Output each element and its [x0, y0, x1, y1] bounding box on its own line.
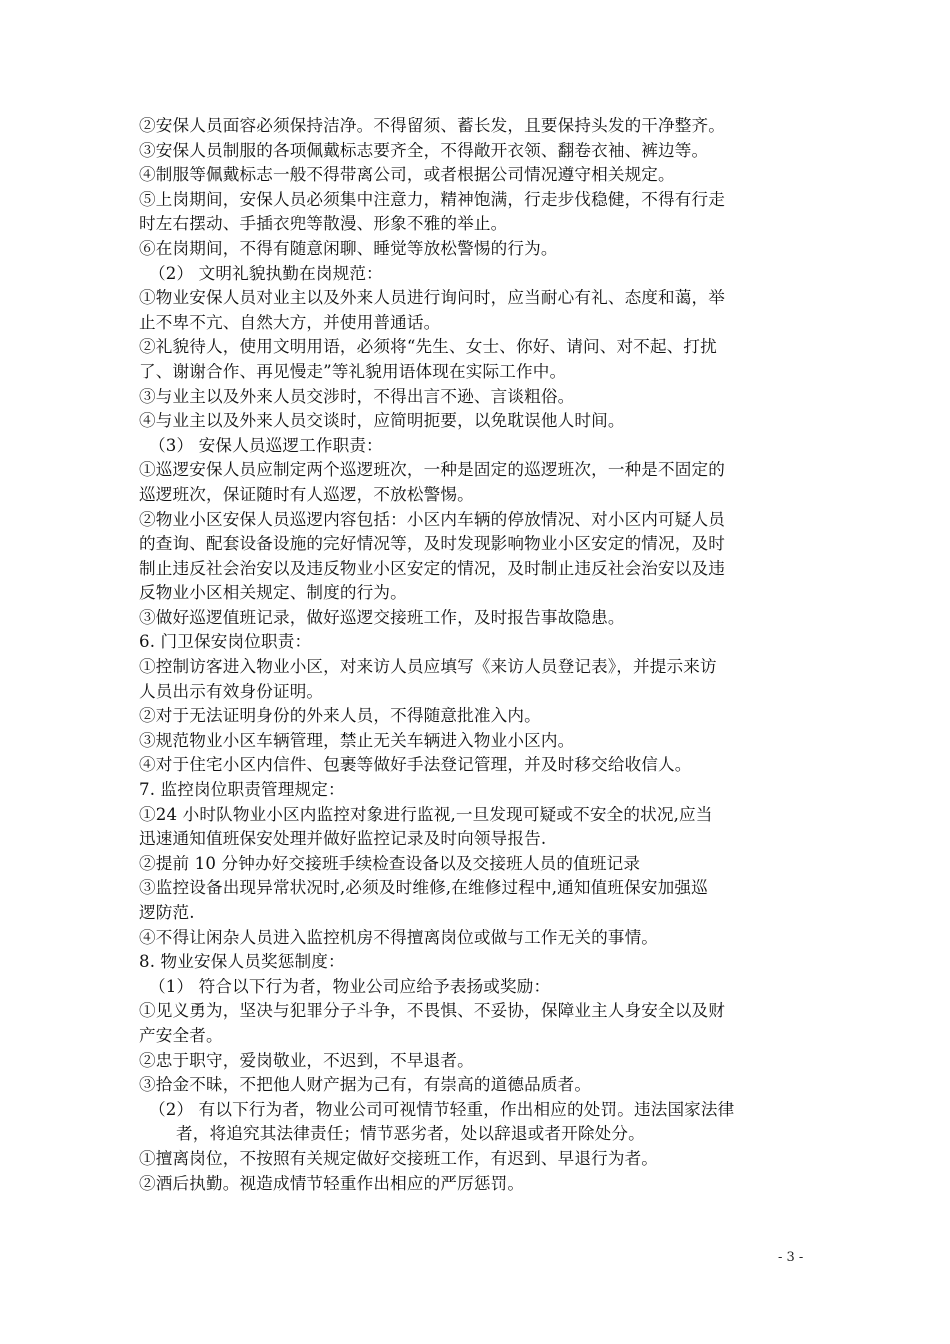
text-line: ②忠于职守，爱岗敬业，不迟到，不早退者。 — [139, 1050, 474, 1070]
text-line: 者，将追究其法律责任；情节恶劣者，处以辞退或者开除处分。 — [176, 1124, 645, 1144]
text-line: （1） 符合以下行为者，物业公司应给予表扬或奖励： — [149, 976, 551, 996]
text-line: （2） 有以下行为者，物业公司可视情节轻重，作出相应的处罚。违法国家法律 — [149, 1099, 735, 1119]
document-body — [139, 114, 815, 1196]
text-line: 的查询、配套设备设施的完好情况等，及时发现影响物业小区安定的情况，及时 — [139, 534, 726, 554]
text-line: ③做好巡逻值班记录，做好巡逻交接班工作，及时报告事故隐患。 — [139, 607, 625, 627]
text-line: ②提前 10 分钟办好交接班手续检查设备以及交接班人员的值班记录 — [139, 853, 641, 873]
text-line: 6. 门卫保安岗位职责： — [139, 632, 312, 652]
text-line: 时左右摆动、手插衣兜等散漫、形象不雅的举止。 — [139, 214, 508, 234]
text-line: ③监控设备出现异常状况时,必须及时维修,在维修过程中,通知值班保安加强巡 — [139, 878, 708, 898]
text-line: ③安保人员制服的各项佩戴标志要齐全，不得敞开衣领、翻卷衣袖、裤边等。 — [139, 140, 709, 160]
text-line: 迅速通知值班保安处理并做好监控记录及时向领导报告. — [139, 829, 547, 849]
text-line: 止不卑不亢、自然大方，并使用普通话。 — [139, 312, 441, 332]
text-line: 逻防范. — [139, 903, 195, 922]
text-line: ③与业主以及外来人员交涉时，不得出言不逊、言谈粗俗。 — [139, 386, 575, 406]
text-line: 7. 监控岗位职责管理规定： — [139, 780, 345, 800]
text-line: ①物业安保人员对业主以及外来人员进行询问时，应当耐心有礼、态度和蔼，举 — [139, 288, 726, 308]
text-line: ④与业主以及外来人员交谈时，应简明扼要，以免耽误他人时间。 — [139, 411, 625, 431]
text-line: ③拾金不昧，不把他人财产据为己有，有崇高的道德品质者。 — [139, 1075, 592, 1095]
text-line: （3） 安保人员巡逻工作职责： — [149, 435, 383, 455]
text-line: 巡逻班次，保证随时有人巡逻，不放松警惕。 — [139, 484, 474, 504]
text-line: ①擅离岗位，不按照有关规定做好交接班工作，有迟到、早退行为者。 — [139, 1148, 659, 1168]
text-line: ①控制访客进入物业小区，对来访人员应填写《来访人员登记表》，并提示来访 — [139, 657, 717, 677]
page-number: - 3 - — [778, 1250, 804, 1265]
text-line: ②酒后执勤。视造成情节轻重作出相应的严厉惩罚。 — [139, 1173, 525, 1193]
text-line: 反物业小区相关规定、制度的行为。 — [139, 583, 407, 603]
text-line: ①巡逻安保人员应制定两个巡逻班次，一种是固定的巡逻班次，一种是不固定的 — [139, 460, 726, 480]
text-line: ③规范物业小区车辆管理，禁止无关车辆进入物业小区内。 — [139, 730, 575, 750]
text-line: 产安全者。 — [139, 1025, 223, 1045]
text-line: 制止违反社会治安以及违反物业小区安定的情况，及时制止违反社会治安以及违 — [139, 558, 726, 578]
text-line: ①见义勇为，坚决与犯罪分子斗争，不畏惧、不妥协，保障业主人身安全以及财 — [139, 1001, 726, 1021]
text-line: ⑤上岗期间，安保人员必须集中注意力，精神饱满，行走步伐稳健，不得有行走 — [139, 189, 726, 209]
text-line: （2） 文明礼貌执勤在岗规范： — [149, 263, 383, 283]
text-line: ②对于无法证明身份的外来人员，不得随意批准入内。 — [139, 706, 541, 726]
text-line: 了、谢谢合作、再见慢走”等礼貌用语体现在实际工作中。 — [139, 361, 567, 381]
text-line: ①24 小时队物业小区内监控对象进行监视,一旦发现可疑或不安全的状况,应当 — [139, 804, 713, 824]
text-line: ②安保人员面容必须保持洁净。不得留须、蓄长发，且要保持头发的干净整齐。 — [139, 116, 726, 135]
text-line: ④对于住宅小区内信件、包裹等做好手法登记管理，并及时移交给收信人。 — [139, 755, 692, 775]
text-line: ②物业小区安保人员巡逻内容包括：小区内车辆的停放情况、对小区内可疑人员 — [139, 509, 726, 529]
text-line: 人员出示有效身份证明。 — [139, 681, 324, 701]
text-line: ④制服等佩戴标志一般不得带离公司，或者根据公司情况遵守相关规定。 — [139, 165, 675, 185]
text-line: ⑥在岗期间，不得有随意闲聊、睡觉等放松警惕的行为。 — [139, 238, 558, 258]
text-line: ④不得让闲杂人员进入监控机房不得擅离岗位或做与工作无关的事情。 — [139, 927, 659, 947]
text-line: ②礼貌待人，使用文明用语，必须将“先生、女士、你好、请问、对不起、打扰 — [139, 337, 717, 357]
text-line: 8. 物业安保人员奖惩制度： — [139, 952, 345, 972]
